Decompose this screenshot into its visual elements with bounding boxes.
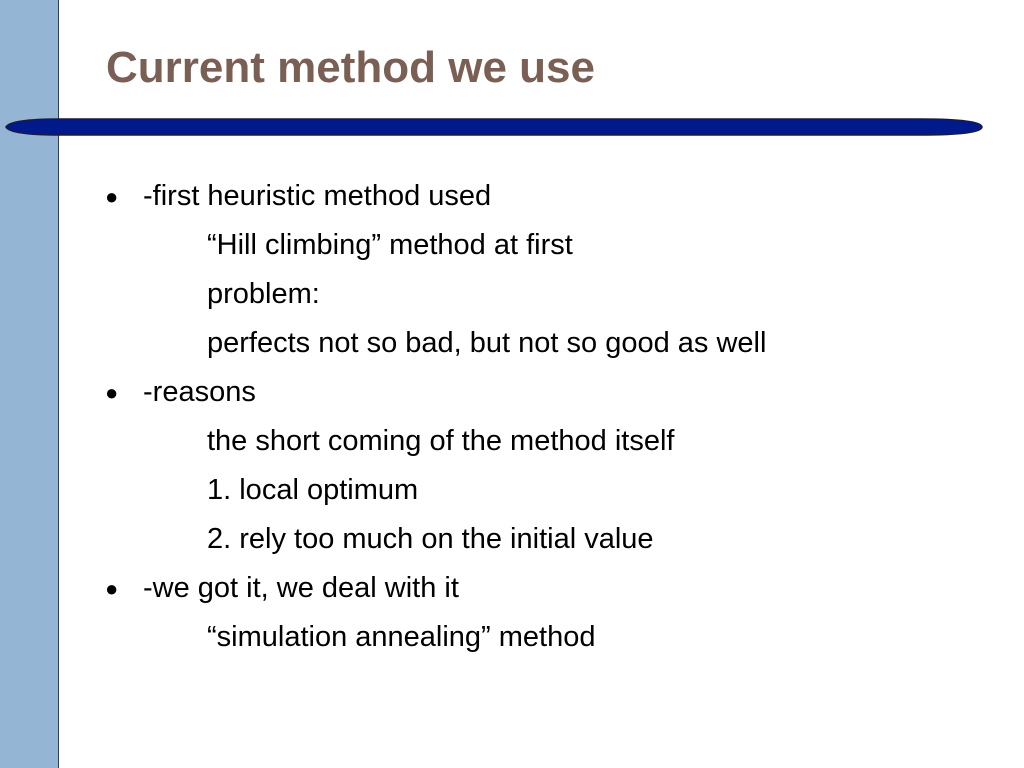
sub-item-text: 1. local optimum bbox=[207, 474, 419, 506]
title-divider-shape bbox=[6, 119, 982, 135]
bullet-dot: ● bbox=[105, 576, 119, 601]
list-item bbox=[0, 466, 1024, 515]
list-item bbox=[0, 319, 1024, 368]
list-item bbox=[0, 270, 1024, 319]
list-item bbox=[0, 221, 1024, 270]
bullet-list bbox=[0, 172, 1024, 662]
title-divider bbox=[0, 116, 984, 138]
bullet-dot: ● bbox=[105, 184, 119, 209]
sub-item-text: perfects not so bad, but not so good as well bbox=[207, 327, 767, 359]
sub-item-text: “Hill climbing” method at first bbox=[207, 229, 573, 261]
bullet-dot: ● bbox=[105, 380, 119, 405]
list-item bbox=[0, 172, 1024, 221]
bullet-text: -we got it, we deal with it bbox=[143, 572, 459, 604]
list-item bbox=[0, 613, 1024, 662]
list-item bbox=[0, 515, 1024, 564]
sub-item-text: “simulation annealing” method bbox=[207, 621, 596, 653]
sub-item-text: problem: bbox=[207, 278, 320, 310]
sub-item-text: the short coming of the method itself bbox=[207, 425, 675, 457]
sub-item-text: 2. rely too much on the initial value bbox=[207, 523, 654, 555]
list-item bbox=[0, 368, 1024, 417]
bullet-text: -first heuristic method used bbox=[143, 180, 492, 212]
slide-title: Current method we use bbox=[106, 43, 595, 92]
list-item bbox=[0, 417, 1024, 466]
list-item bbox=[0, 564, 1024, 613]
bullet-text: -reasons bbox=[143, 376, 256, 408]
